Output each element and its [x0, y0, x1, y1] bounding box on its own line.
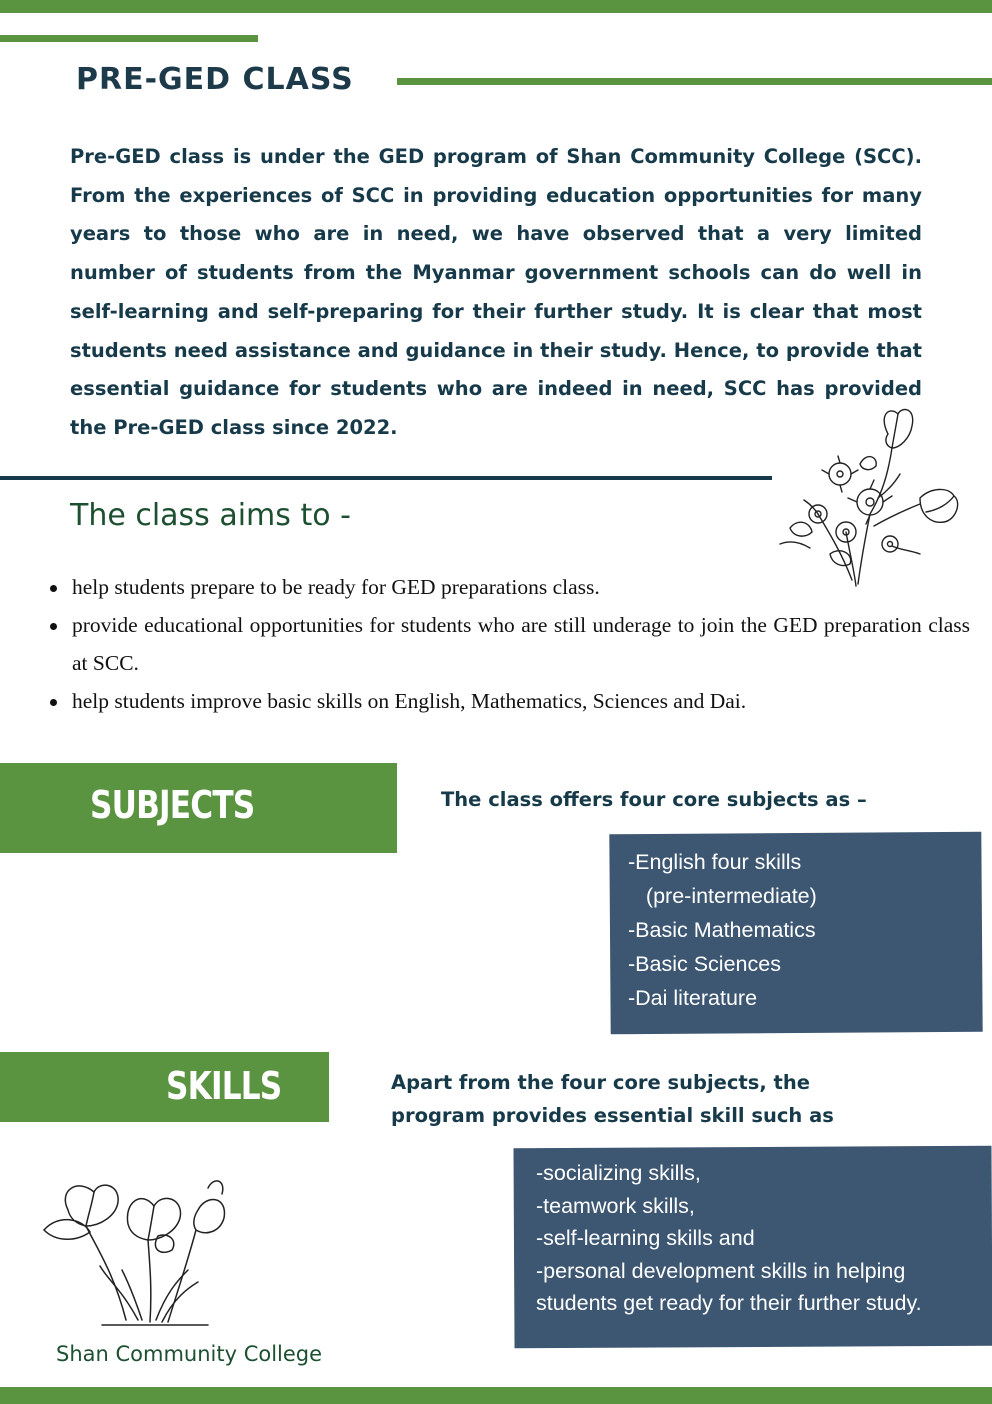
crocus-flowers-illustration — [38, 1170, 258, 1335]
title-accent-rule — [397, 78, 992, 85]
subjects-list — [628, 845, 817, 1015]
college-name: Shan Community College — [56, 1342, 323, 1366]
subject-item: -English four skills — [628, 850, 802, 874]
aims-list-item: help students prepare to be ready for GED preparations class. — [48, 568, 970, 606]
top-accent-rule — [0, 35, 258, 42]
skill-item: -teamwork skills, — [536, 1193, 695, 1218]
tulip-right — [874, 489, 958, 526]
subject-item: -Dai literature — [628, 986, 758, 1010]
aims-list-item: help students improve basic skills on English, Mathematics, Sciences and Dai. — [48, 682, 970, 720]
skills-label: SKILLS — [166, 1064, 282, 1108]
subject-item: -Basic Sciences — [628, 952, 781, 976]
bottom-border-bar — [0, 1387, 992, 1404]
skills-intro: Apart from the four core subjects, the program provides essential skill such as — [391, 1071, 834, 1127]
section-divider — [0, 476, 772, 480]
aims-list — [48, 568, 970, 720]
subject-item: (pre-intermediate) — [628, 884, 817, 908]
subjects-label: SUBJECTS — [90, 783, 255, 827]
skill-item: -socializing skills, — [536, 1161, 701, 1185]
bouquet-flowers — [780, 456, 920, 586]
page-title: PRE-GED CLASS — [76, 62, 354, 97]
flower-bouquet-illustration — [770, 404, 970, 594]
skill-item: -personal development skills in helping — [536, 1258, 906, 1283]
skills-list — [536, 1157, 922, 1320]
subjects-intro: The class offers four core subjects as – — [441, 788, 867, 811]
subject-item: -Basic Mathematics — [628, 918, 816, 942]
aims-list-item: provide educational opportunities for students who are still underage to join the GED preparation class at SCC. — [48, 606, 970, 682]
aims-heading: The class aims to - — [70, 498, 351, 533]
skill-item: -self-learning skills and — [536, 1226, 755, 1250]
top-border-bar — [0, 0, 992, 13]
intro-paragraph: Pre-GED class is under the GED program of Shan Community College (SCC). From the experiences of SCC in providing education opportunities for many years to those who are in need, we have observed that a very limited number of students from the Myanmar government schools can do well in self-learning and self-preparing for their further study. It is clear that most students need assistance and guidance in their study. Hence, to provide that essential guidance for students who are indeed in need, SCC has provided the Pre-GED class since 2022. — [70, 145, 922, 439]
skill-item: students get ready for their further study. — [536, 1291, 922, 1315]
